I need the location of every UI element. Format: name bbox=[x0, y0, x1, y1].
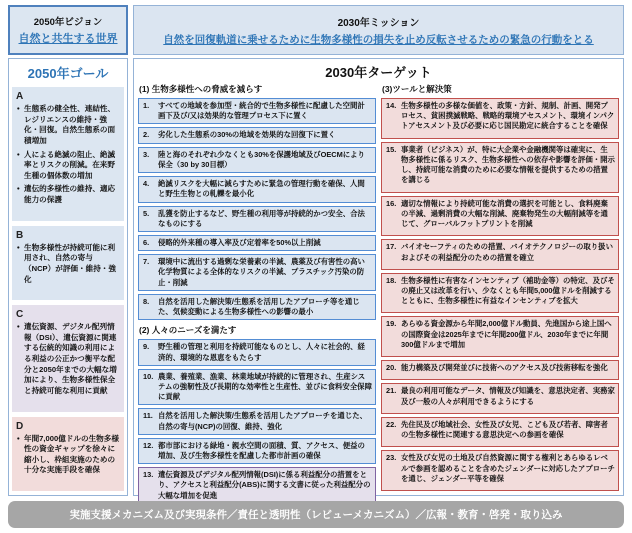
target-text: 適切な情報により持続可能な消費の選択を可能とし、食料廃棄の半減、過剰消費の大幅な削減、廃棄物発生の大幅削減等を通じて、グローバルフットプリントを削減 bbox=[401, 198, 608, 229]
target-number: 15. bbox=[386, 144, 397, 154]
targets-columns bbox=[138, 82, 619, 500]
targets-column-right bbox=[381, 82, 619, 491]
target-text: 乱獲を防止するなど、野生種の利用等が持続的かつ安全、合法なものにする bbox=[158, 208, 365, 228]
section-heading-3: (3)ツールと解決策 bbox=[382, 84, 452, 94]
target-text: 自然を活用した解決策/生態系を活用したアプローチ等を通じた、気候変動による生物多様性への影響の最小 bbox=[158, 296, 360, 317]
target-number: 11. bbox=[143, 411, 153, 421]
target-text: 最良の利用可能なデータ、情報及び知識を、意思決定者、実務家及び一般の人々が利用できるようにする bbox=[401, 386, 615, 406]
target-text: 絶滅リスクを大幅に減らすために緊急の管理行動を確保、人間と野生生物との軋轢を最小化 bbox=[158, 179, 365, 199]
target-number: 10. bbox=[143, 371, 154, 381]
target-text: 野生種の管理と利用を持続可能なものとし、人々に社会的、経済的、環境的な恩恵をもたらす bbox=[158, 342, 365, 362]
target-number: 13. bbox=[143, 470, 154, 480]
target-text: 自然を活用した解決策/生態系を活用したアプローチを通じた、自然の寄与(NCP)の回復、維持、強化 bbox=[158, 411, 367, 431]
goal-b bbox=[12, 226, 124, 301]
target-number: 12. bbox=[143, 440, 154, 450]
target-number: 5. bbox=[143, 208, 150, 218]
target-box-13 bbox=[138, 467, 376, 504]
goal-letter: B bbox=[16, 229, 24, 241]
target-box-12 bbox=[138, 438, 376, 464]
targets-title: 2030年ターゲット bbox=[325, 65, 432, 80]
target-text: バイオセーフティのための措置、バイオテクノロジーの取り扱いおよびその利益配分のための措置を確立 bbox=[401, 242, 613, 262]
target-box-17 bbox=[381, 239, 619, 269]
target-box-5 bbox=[138, 206, 376, 232]
section-heading-1: (1) 生物多様性への脅威を減らす bbox=[139, 84, 263, 94]
target-text: 女性及び女児の土地及び自然資源に関する権利とあらゆるレベルで参画を認めることを含めたジェンダーに対応したアプローチを通じ、ジェンダー平等を確保 bbox=[401, 453, 615, 483]
target-text: 侵略的外来種の導入率及び定着率を50%以上削減 bbox=[158, 237, 321, 247]
goal-letter: A bbox=[16, 91, 24, 102]
goal-a bbox=[12, 87, 124, 221]
target-number: 23. bbox=[386, 453, 397, 463]
target-number: 8. bbox=[143, 296, 150, 306]
target-text: 生物多様性の多様な価値を、政策・方針、規制、計画、開発プロセス、貧困撲滅戦略、戦略的環境アセスメント、環境インパクトアセスメント及び必要に応じ国民勘定に統合することを確保 bbox=[401, 101, 615, 131]
target-box-21 bbox=[381, 383, 619, 413]
target-box-4 bbox=[138, 176, 376, 202]
target-number: 19. bbox=[386, 319, 397, 329]
target-text: 遺伝資源及びデジタル配列情報(DSI)に係る利益配分の措置をとり、アクセスと利益配分(ABS)に関する文書に従った利益配分の大幅な増加を促進 bbox=[158, 470, 371, 500]
target-box-9 bbox=[138, 339, 376, 365]
mission-title: 2030年ミッション bbox=[337, 17, 420, 29]
mission-panel bbox=[133, 5, 624, 55]
target-number: 3. bbox=[143, 149, 150, 159]
target-number: 20. bbox=[386, 363, 397, 373]
goal-d bbox=[12, 417, 124, 492]
target-box-18 bbox=[381, 273, 619, 314]
target-number: 21. bbox=[386, 386, 397, 396]
target-text: 都市部における緑地・親水空間の面積、質、アクセス、便益の増加、及び生物多様性を配慮した都市計画の確保 bbox=[158, 440, 365, 461]
goal-bullet: • 生物多様性が持続可能に利用され、自然の寄与（NCP）が評価・維持・強化 bbox=[16, 243, 120, 286]
target-text: 事業者（ビジネス）が、特に大企業や金融機関等は確実に、生物多様性に係るリスク、生物多様性への依存や影響を評価・開示し、持続可能な消費のために必要な情報を提供するための措置を講じる bbox=[401, 144, 615, 185]
target-text: 環境中に流出する過剰な栄養素の半減、農薬及び有害性の高い化学物質による全体的なリスクの半減、プラスチック汚染の防止・削減 bbox=[158, 257, 365, 287]
target-text: 生物多様性に有害なインセンティブ（補助金等）の特定、及びその廃止又は改革を行い、少なくとも年間5,000億ドルを削減するとともに、生物多様性に有益なインセンティブを拡大 bbox=[401, 275, 615, 306]
targets-column-left bbox=[138, 82, 376, 500]
target-box-19 bbox=[381, 316, 619, 357]
goal-letter: C bbox=[16, 309, 24, 321]
target-number: 22. bbox=[386, 419, 397, 429]
target-box-3 bbox=[138, 147, 376, 173]
main-row bbox=[8, 58, 624, 500]
target-number: 16. bbox=[386, 198, 397, 208]
target-box-1 bbox=[138, 98, 376, 124]
target-box-20 bbox=[381, 360, 619, 380]
target-box-11 bbox=[138, 408, 376, 434]
footer-bar bbox=[8, 501, 624, 528]
goal-c bbox=[12, 305, 124, 411]
target-text: 農業、養殖業、漁業、林業地域が持続的に管理され、生産システムの強靭性及び長期的な効率性と生産性、並びに食料安全保障に貢献 bbox=[158, 371, 372, 402]
target-text: すべての地域を参加型・統合的で生物多様性に配慮した空間計画下及び/又は効果的な管理プロセス下に置く bbox=[158, 101, 365, 121]
target-number: 7. bbox=[143, 257, 150, 267]
vision-title: 2050年ビジョン bbox=[33, 17, 103, 28]
target-number: 14. bbox=[386, 101, 397, 110]
mission-subtitle-link[interactable]: 自然を回復軌道に乗せるために生物多様性の損失を止め反転させるための緊急の行動をとる bbox=[163, 33, 594, 46]
target-text: 陸と海のそれぞれ少なくとも30%を保護地域及びOECMにより保全（30 by 30目標） bbox=[158, 149, 365, 169]
target-box-6 bbox=[138, 235, 376, 251]
target-box-7 bbox=[138, 254, 376, 291]
goal-bullet: • 遺伝的多様性の維持、適応能力の保護 bbox=[16, 184, 120, 205]
target-number: 2. bbox=[143, 130, 150, 140]
target-box-14 bbox=[381, 98, 619, 139]
target-box-2 bbox=[138, 127, 376, 143]
footer-text: 実施支援メカニズム及び実現条件／責任と透明性（レビューメカニズム）／広報・教育・啓発・取り込み bbox=[69, 509, 563, 521]
target-box-16 bbox=[381, 196, 619, 237]
targets-panel bbox=[133, 58, 624, 500]
section-heading-2: (2) 人々のニーズを満たす bbox=[139, 325, 237, 336]
goal-bullet: • 生態系の健全性、連結性、レジリエンスの維持・強化・回復。自然生態系の面積増加 bbox=[16, 104, 120, 147]
target-number: 4. bbox=[143, 179, 150, 189]
target-number: 1. bbox=[143, 101, 150, 110]
target-number: 18. bbox=[386, 275, 397, 285]
target-box-8 bbox=[138, 294, 376, 320]
target-box-15 bbox=[381, 142, 619, 193]
target-box-23 bbox=[381, 450, 619, 491]
goal-bullet: • 遺伝資源、デジタル配列情報（DSI）、遺伝資源に関連する伝統的知識の利用による利益の公正かつ衡平な配分と2050年までの大幅な増加により、生物多様性保全と持続可能な利用に貢献 bbox=[16, 322, 120, 396]
target-text: 劣化した生態系の30%の地域を効果的な回復下に置く bbox=[158, 130, 336, 140]
target-text: あらゆる資金源から年間2,000億ドル動員、先進国から途上国への国際資金は2025年までに年間200億ドル、2030年までに年間300億ドルまで増加 bbox=[401, 319, 612, 349]
header-row bbox=[8, 5, 624, 55]
vision-subtitle-link[interactable]: 自然と共生する世界 bbox=[18, 33, 118, 45]
target-box-10 bbox=[138, 369, 376, 406]
goals-panel bbox=[8, 58, 128, 496]
target-text: 先住民及び地域社会、女性及び女児、こども及び若者、障害者の生物多様性に関連する意思決定への参画を確保 bbox=[401, 419, 608, 440]
target-box-22 bbox=[381, 417, 619, 447]
target-number: 6. bbox=[143, 237, 150, 247]
goal-letter: D bbox=[16, 420, 24, 432]
goals-title: 2050年ゴール bbox=[27, 66, 109, 81]
goal-bullet: • 人による絶滅の阻止、絶滅率とリスクの削減。在来野生種の個体数の増加 bbox=[16, 150, 120, 182]
goal-bullet: • 年間7,000億ドルの生物多様性の資金ギャップを徐々に縮小し、枠組実施のための十分な実施手段を確保 bbox=[16, 434, 120, 477]
vision-panel bbox=[8, 5, 128, 55]
target-number: 17. bbox=[386, 242, 397, 252]
target-number: 9. bbox=[143, 342, 150, 352]
target-text: 能力構築及び開発並びに技術へのアクセス及び技術移転を強化 bbox=[401, 363, 608, 373]
